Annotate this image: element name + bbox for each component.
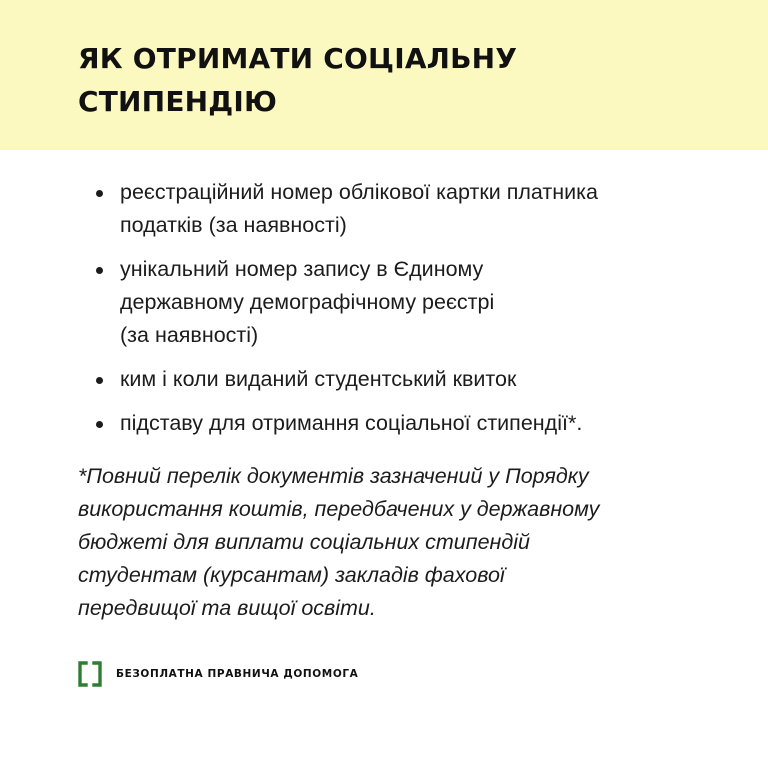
document-list (96, 176, 736, 451)
footnote-line: студентам (курсантам) закладів фахової (78, 563, 505, 587)
list-item-line: реєстраційний номер облікової картки платника (120, 180, 598, 204)
title-line-2: СТИПЕНДІЮ (78, 85, 278, 118)
list-item (96, 363, 736, 396)
page-title (78, 37, 517, 123)
footnote-line: використання коштів, передбачених у державному (78, 497, 600, 521)
footnote (78, 460, 728, 625)
bullet-icon (96, 421, 103, 428)
list-item-line: державному демографічному реєстрі (120, 290, 495, 314)
list-item-line: (за наявності) (120, 323, 259, 347)
footnote-line: передвищої та вищої освіти. (78, 596, 376, 620)
brackets-logo-icon (78, 661, 102, 687)
bullet-icon (96, 377, 103, 384)
list-item-line: ким і коли виданий студентський квиток (120, 367, 517, 391)
list-item-line: підставу для отримання соціальної стипендії*. (120, 411, 583, 435)
footnote-line: *Повний перелік документів зазначений у Порядку (78, 464, 589, 488)
list-item (96, 253, 736, 352)
footnote-line: бюджеті для виплати соціальних стипендій (78, 530, 531, 554)
list-item (96, 407, 736, 440)
brand-logo (78, 661, 358, 687)
list-item (96, 176, 736, 242)
title-line-1: ЯК ОТРИМАТИ СОЦІАЛЬНУ (78, 42, 518, 75)
logo-text: БЕЗОПЛАТНА ПРАВНИЧА ДОПОМОГА (116, 668, 359, 680)
list-item-line: унікальний номер запису в Єдиному (120, 257, 484, 281)
bullet-icon (96, 267, 103, 274)
list-item-line: податків (за наявності) (120, 213, 347, 237)
header-banner (0, 0, 768, 150)
bullet-icon (96, 190, 103, 197)
